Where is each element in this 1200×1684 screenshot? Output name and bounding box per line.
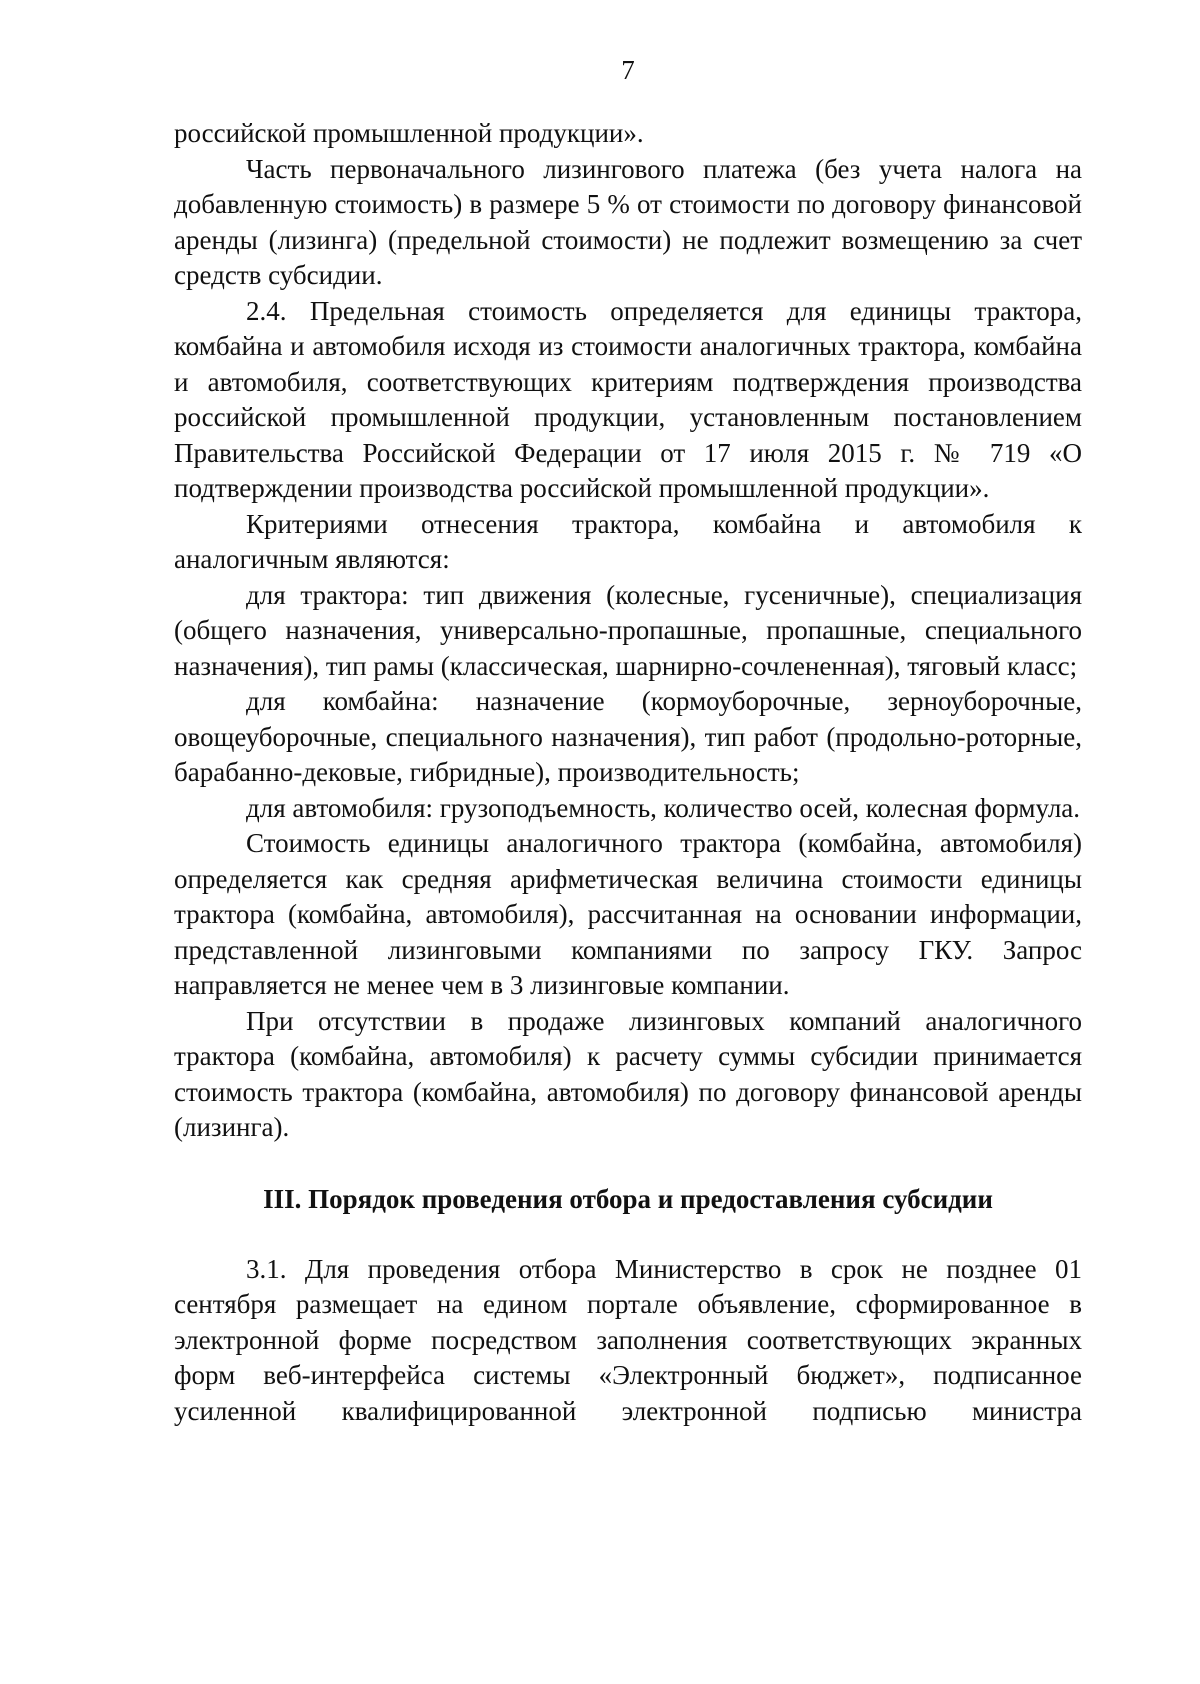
paragraph-vehicle-criteria: для автомобиля: грузоподъемность, количество осей, колесная формула. — [246, 792, 1081, 823]
document-body — [174, 116, 1082, 1429]
paragraph-tractor-criteria: для трактора: тип движения (колесные, гусеничные), специализация (общего назначения, универсально-пропашные, пропашные, специального назначения), тип рамы (классическая, шарнирно-сочлененная), тяговый класс; — [174, 579, 1082, 681]
paragraph-continuation: российской промышленной продукции». — [174, 118, 644, 148]
paragraph-3-1: 3.1. Для проведения отбора Министерство в срок не позднее 01 сентября размещает на едином портале объявление, сформированное в электронной форме посредством заполнения соответствующих экранных форм веб-интерфейса системы «Электронный бюджет», подписанное усиленной квалифицированной электронной подписью министра — [174, 1253, 1082, 1426]
paragraph-criteria-intro: Критериями отнесения трактора, комбайна и автомобиля к аналогичным являются: — [174, 508, 1082, 574]
page-number: 7 — [621, 55, 635, 85]
paragraph-combine-criteria: для комбайна: назначение (кормоуборочные, зерноуборочные, овощеуборочные, специального назначения), тип работ (продольно-роторные, барабанно-дековые, гибридные), производительность; — [174, 686, 1082, 787]
section-heading: III. Порядок проведения отбора и предоставления субсидии — [263, 1183, 993, 1214]
paragraph-initial-payment: Часть первоначального лизингового платежа (без учета налога на добавленную стоимость) в размере 5 % от стоимости по договору финансовой аренды (лизинга) (предельной стоимости) не подлежит возмещению за счет средств субсидии. — [174, 153, 1082, 290]
paragraph-absence-of-analog: При отсутствии в продаже лизинговых компаний аналогичного трактора (комбайна, автомобиля) к расчету суммы субсидии принимается стоимость трактора (комбайна, автомобиля) по договору финансовой аренды (лизинга). — [174, 1005, 1082, 1142]
paragraph-2-4: 2.4. Предельная стоимость определяется для единицы трактора, комбайна и автомобиля исходя из стоимости аналогичных трактора, комбайна и автомобиля, соответствующих критериям подтверждения производства российской промышленной продукции, установленным постановлением Правительства Российской Федерации от 17 июля 2015 г. № 719 «О подтверждении производства российской промышленной продукции». — [174, 295, 1082, 503]
paragraph-unit-cost: Стоимость единицы аналогичного трактора (комбайна, автомобиля) определяется как средняя арифметическая величина стоимости единицы трактора (комбайна, автомобиля), рассчитанная на основании информации, представленной лизинговыми компаниями по запросу ГКУ. Запрос направляется не менее чем в 3 лизинговые компании. — [174, 828, 1082, 1000]
